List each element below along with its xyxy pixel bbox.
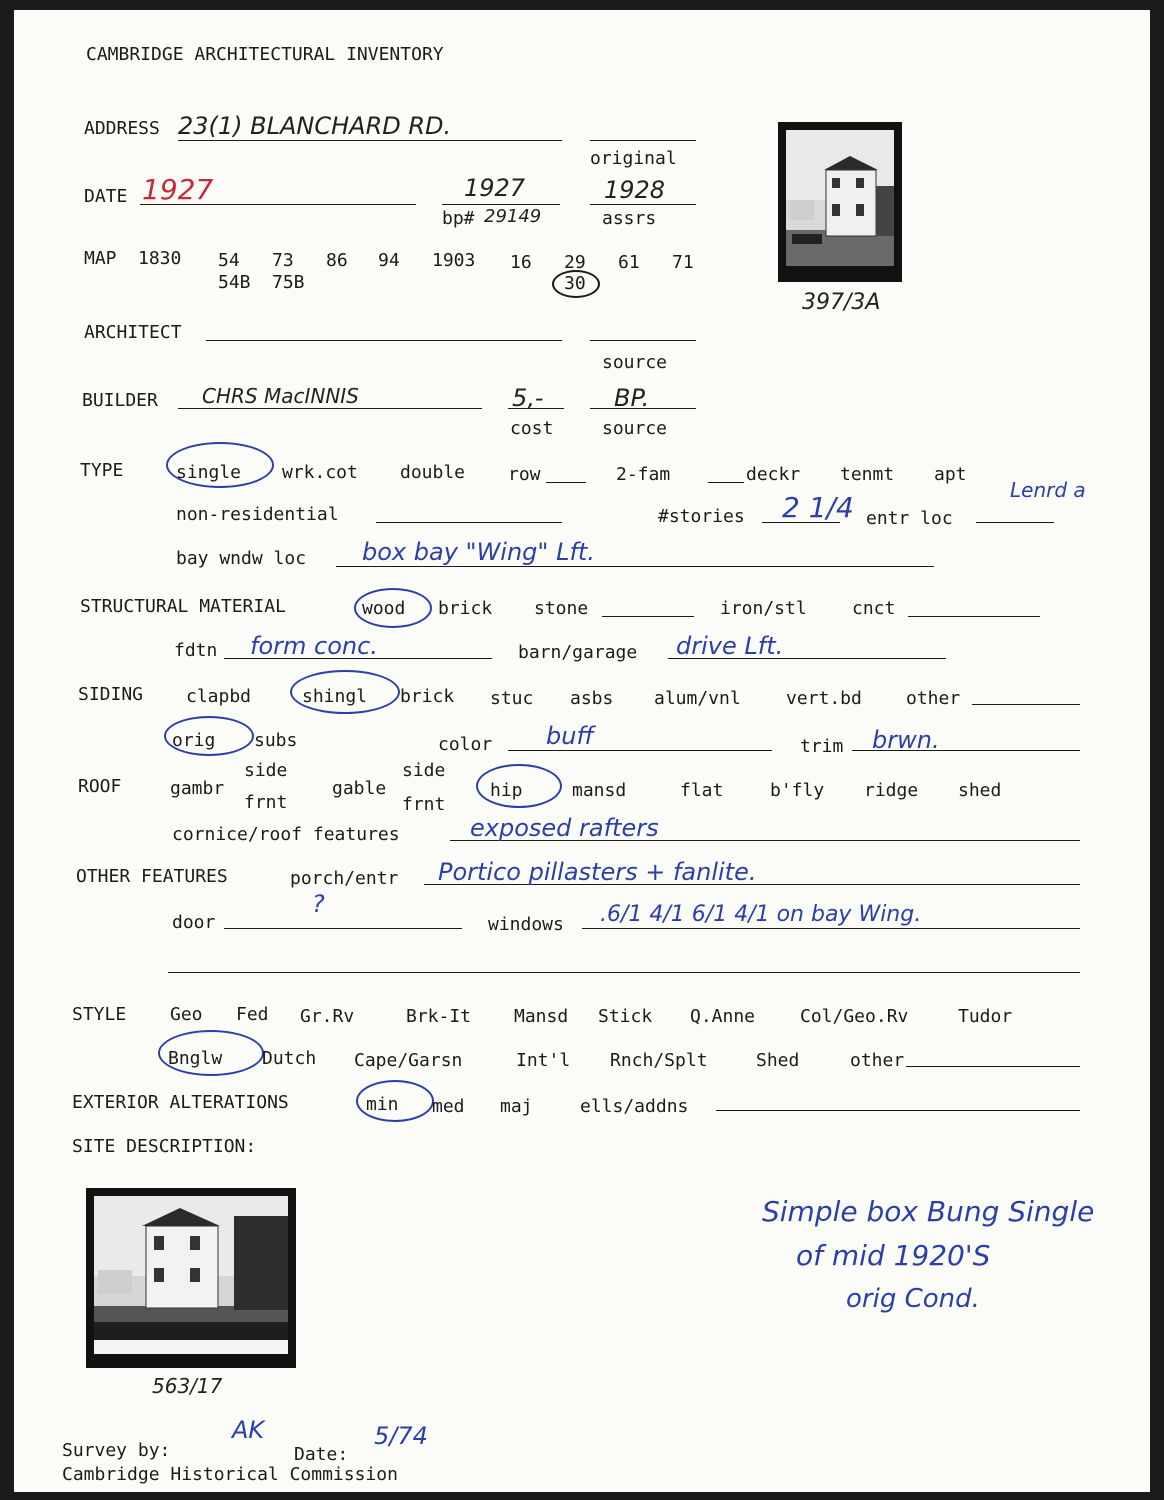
roof-hip: hip: [490, 780, 523, 801]
cost-value: 5,-: [512, 384, 544, 412]
type-deckr: deckr: [746, 464, 801, 485]
architect-line: [206, 340, 562, 341]
style-rnch: Rnch/Splt: [610, 1050, 708, 1071]
style-dutch: Dutch: [262, 1048, 317, 1069]
style-shed: Shed: [756, 1050, 800, 1071]
style-other: other: [850, 1050, 905, 1071]
map-label: MAP: [84, 248, 117, 269]
house-photo-image: [786, 130, 894, 266]
house-photo-bottom-image: [94, 1196, 288, 1340]
original-line: [590, 140, 696, 141]
house-photo-top: [778, 122, 902, 282]
architect-label: ARCHITECT: [84, 322, 182, 343]
builder-line: [178, 408, 482, 409]
map-year-71: 71: [672, 252, 694, 273]
color-value: buff: [546, 722, 594, 750]
siding-orig: orig: [172, 730, 216, 751]
roof-ridge: ridge: [864, 780, 919, 801]
cornice-value: exposed rafters: [470, 814, 659, 842]
type-apt: apt: [934, 464, 967, 485]
siding-brick: brick: [400, 686, 455, 707]
address-value: 23(1) BLANCHARD RD.: [178, 112, 452, 140]
style-grrv: Gr.Rv: [300, 1006, 355, 1027]
type-wrk-cot: wrk.cot: [282, 462, 358, 483]
siding-clapbd: clapbd: [186, 686, 252, 707]
style-other-line: [906, 1066, 1080, 1067]
style-label: STYLE: [72, 1004, 127, 1025]
cost-label: cost: [510, 418, 554, 439]
map-year-29: 29: [564, 252, 586, 273]
roof-bfly: b'fly: [770, 780, 825, 801]
architect-source-label: source: [602, 352, 668, 373]
roof-flat: flat: [680, 780, 724, 801]
builder-source-label: source: [602, 418, 668, 439]
color-label: color: [438, 734, 493, 755]
roof-gambr-frnt: frnt: [244, 792, 288, 813]
roof-label: ROOF: [78, 776, 122, 797]
map-year-1830: 1830: [138, 248, 182, 269]
barn-label: barn/garage: [518, 642, 638, 663]
stories-value: 2 1/4: [782, 491, 854, 524]
map-year-75b: 75B: [272, 272, 305, 293]
structural-label: STRUCTURAL MATERIAL: [80, 596, 286, 617]
structural-cnct-line: [908, 616, 1040, 617]
site-note-line-3: orig Cond.: [846, 1284, 980, 1314]
assrs-year: 1928: [604, 176, 666, 204]
structural-iron: iron/stl: [720, 598, 807, 619]
type-row: row: [508, 464, 541, 485]
alterations-maj: maj: [500, 1096, 533, 1117]
nonres-label: non-residential: [176, 504, 339, 525]
porch-label: porch/entr: [290, 868, 399, 889]
structural-wood: wood: [362, 598, 406, 619]
original-label: original: [590, 148, 677, 169]
trim-value: brwn.: [872, 726, 940, 754]
alterations-ells: ells/addns: [580, 1096, 689, 1117]
assrs-line: [590, 204, 696, 205]
survey-label: Survey by:: [62, 1440, 171, 1461]
windows-value: .6/1 4/1 6/1 4/1 on bay Wing.: [600, 902, 922, 927]
type-deckr-line: [708, 482, 744, 483]
type-label: TYPE: [80, 460, 124, 481]
fdtn-label: fdtn: [174, 640, 218, 661]
siding-asbs: asbs: [570, 688, 614, 709]
trim-label: trim: [800, 736, 844, 757]
builder-value: CHRS MacINNIS: [202, 384, 359, 408]
cornice-label: cornice/roof features: [172, 824, 400, 845]
map-year-86: 86: [326, 250, 348, 271]
entr-label: entr loc: [866, 508, 953, 529]
photo-top-label: 397/3A: [802, 290, 881, 315]
site-note-line-2: of mid 1920'S: [796, 1239, 991, 1272]
siding-other: other: [906, 688, 961, 709]
bp-year: 1927: [464, 174, 526, 202]
fdtn-value: form conc.: [250, 632, 378, 660]
siding-label: SIDING: [78, 684, 144, 705]
map-year-73: 73: [272, 250, 294, 271]
type-single: single: [176, 462, 242, 483]
roof-gable: gable: [332, 778, 387, 799]
roof-gambr-side: side: [244, 760, 288, 781]
windows-line: [582, 928, 1080, 929]
type-2fam: 2-fam: [616, 464, 671, 485]
map-year-1903: 1903: [432, 250, 476, 271]
color-line: [508, 750, 772, 751]
map-circled-value: 30: [564, 273, 586, 294]
map-year-54: 54: [218, 250, 240, 271]
style-stick: Stick: [598, 1006, 653, 1027]
siding-stuc: stuc: [490, 688, 534, 709]
bp-number: 29149: [484, 206, 542, 227]
siding-shingl: shingl: [302, 686, 368, 707]
bay-line: [336, 566, 934, 567]
style-brkit: Brk-It: [406, 1006, 472, 1027]
extra-features-line: [168, 972, 1080, 973]
map-year-54b: 54B: [218, 272, 251, 293]
style-intl: Int'l: [516, 1050, 571, 1071]
builder-source-value: BP.: [614, 384, 650, 412]
site-note-line-1: Simple box Bung Single: [762, 1195, 1095, 1228]
map-year-61: 61: [618, 252, 640, 273]
barn-value: drive Lft.: [676, 632, 784, 660]
roof-mansd: mansd: [572, 780, 627, 801]
survey-date-value: 5/74: [374, 1422, 428, 1450]
structural-stone: stone: [534, 598, 589, 619]
structural-stone-line: [602, 616, 694, 617]
siding-vert: vert.bd: [786, 688, 862, 709]
porch-value: Portico pillasters + fanlite.: [438, 858, 757, 886]
architect-source-line: [590, 340, 696, 341]
type-double: double: [400, 462, 466, 483]
alterations-line: [716, 1110, 1080, 1111]
structural-brick: brick: [438, 598, 493, 619]
entr-line: [976, 522, 1054, 523]
door-line: [224, 928, 462, 929]
alterations-min: min: [366, 1094, 399, 1115]
door-label: door: [172, 912, 216, 933]
bp-line: [442, 204, 560, 205]
style-colgeo: Col/Geo.Rv: [800, 1006, 909, 1027]
site-label: SITE DESCRIPTION:: [72, 1136, 257, 1157]
address-label: ADDRESS: [84, 118, 160, 139]
siding-alum: alum/vnl: [654, 688, 741, 709]
photo-bottom-label: 563/17: [152, 1374, 223, 1398]
style-geo: Geo: [170, 1004, 203, 1025]
style-qanne: Q.Anne: [690, 1006, 756, 1027]
type-row-line: [546, 482, 586, 483]
alterations-med: med: [432, 1096, 465, 1117]
style-mansd: Mansd: [514, 1006, 569, 1027]
address-line: [178, 140, 562, 141]
style-fed: Fed: [236, 1004, 269, 1025]
alterations-label: EXTERIOR ALTERATIONS: [72, 1092, 289, 1113]
bp-label: bp#: [442, 208, 475, 229]
inventory-form: [14, 10, 1150, 1492]
commission-label: Cambridge Historical Commission: [62, 1464, 398, 1485]
bay-value: box bay "Wing" Lft.: [362, 538, 595, 566]
map-year-94: 94: [378, 250, 400, 271]
siding-subs: subs: [254, 730, 298, 751]
house-photo-bottom: [86, 1188, 296, 1368]
door-value: ?: [312, 890, 325, 918]
assrs-label: assrs: [602, 208, 657, 229]
roof-gable-frnt: frnt: [402, 794, 446, 815]
roof-gambr: gambr: [170, 778, 225, 799]
other-features-label: OTHER FEATURES: [76, 866, 228, 887]
builder-label: BUILDER: [82, 390, 158, 411]
entr-value: Lenrd a: [1010, 478, 1086, 502]
form-title: CAMBRIDGE ARCHITECTURAL INVENTORY: [86, 44, 444, 65]
siding-other-line: [972, 704, 1080, 705]
structural-cnct: cnct: [852, 598, 896, 619]
date-label: DATE: [84, 186, 128, 207]
style-tudor: Tudor: [958, 1006, 1013, 1027]
roof-gable-side: side: [402, 760, 446, 781]
style-bnglw: Bnglw: [168, 1048, 223, 1069]
roof-shed: shed: [958, 780, 1002, 801]
windows-label: windows: [488, 914, 564, 935]
photo-border-strip: [94, 1340, 288, 1354]
type-tenmt: tenmt: [840, 464, 895, 485]
surveyor-value: AK: [232, 1416, 265, 1444]
stories-label: #stories: [658, 506, 745, 527]
bay-label: bay wndw loc: [176, 548, 307, 569]
survey-date-label: Date:: [294, 1444, 349, 1465]
nonres-line: [376, 522, 562, 523]
map-year-16: 16: [510, 252, 532, 273]
style-cape: Cape/Garsn: [354, 1050, 463, 1071]
date-value: 1927: [142, 173, 214, 206]
